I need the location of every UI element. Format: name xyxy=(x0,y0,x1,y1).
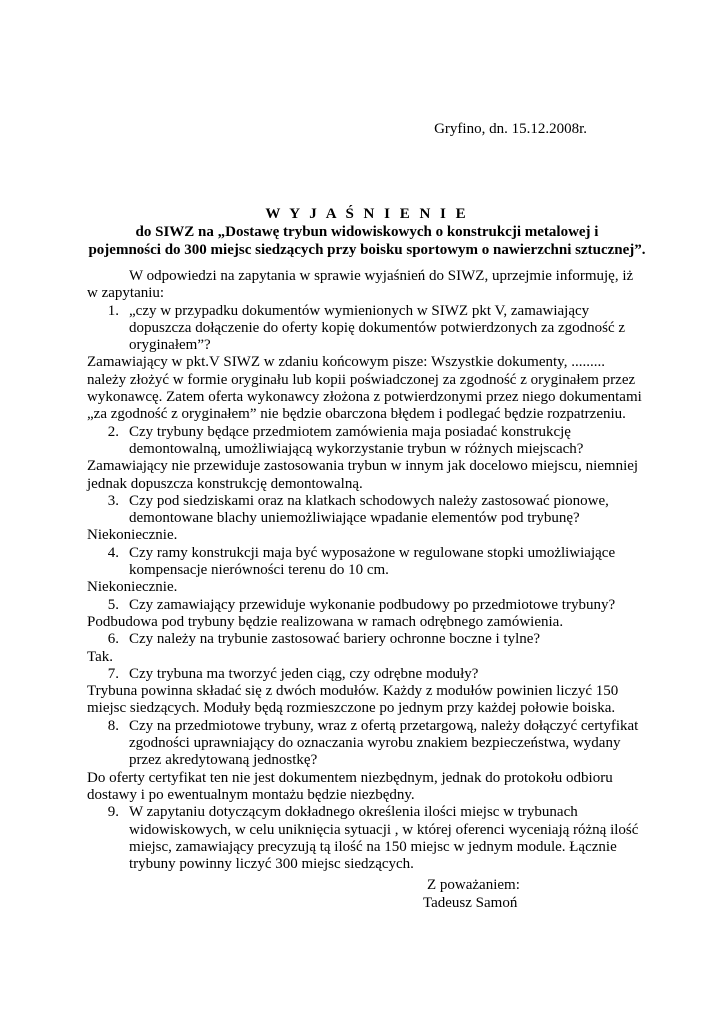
answer-4: Niekoniecznie. xyxy=(87,579,178,596)
question-text: „czy w przypadku dokumentów wymienionych w SIWZ pkt V, zamawiający dopuszcza dołączenie do oferty kopię dokumentów potwierdzonych za zgodność z oryginałem”? xyxy=(129,302,626,354)
answer-1: Zamawiający w pkt.V SIWZ w zdaniu końcowym pisze: Wszystkie dokumenty, ......... należy złożyć w formie oryginału lub kopii poświadczonej za zgodność z oryginałem przez wykonawcę. Zatem oferta wykonawcy złożona z potwierdzonymi przez niego dokumentami „za zgodność z oryginałem” nie będzie obarczona błędem i podlegać będzie rozpatrzeniu. xyxy=(87,354,642,423)
question-5 xyxy=(87,597,642,614)
answer-5: Podbudowa pod trybuny będzie realizowana w ramach odrębnego zamówienia. xyxy=(87,613,564,630)
question-8 xyxy=(87,718,642,770)
intro-paragraph: W odpowiedzi na zapytania w sprawie wyjaśnień do SIWZ, uprzejmie informuję, iż w zapytaniu: xyxy=(87,268,634,302)
answer-3: Niekoniecznie. xyxy=(87,527,178,544)
answer-8: Do oferty certyfikat ten nie jest dokumentem niezbędnym, jednak do protokołu odbioru dostawy i po ewentualnym montażu będzie niezbędny. xyxy=(87,769,613,803)
question-number: 9. xyxy=(107,804,119,821)
signature-block xyxy=(423,876,520,912)
question-number: 1. xyxy=(107,302,119,319)
question-text: Czy na przedmiotowe trybuny, wraz z ofertą przetargową, należy dołączyć certyfikat zgodności uprawniający do oznaczania wyrobu znakiem bezpieczeństwa, wydany przez akredytowaną jednostkę? xyxy=(129,717,639,769)
document-page xyxy=(87,0,647,1024)
question-text: Czy trybuna ma tworzyć jeden ciąg, czy odrębne moduły? xyxy=(129,665,479,682)
question-text: Czy trybuny będące przedmiotem zamówienia maja posiadać konstrukcję demontowalną, umożliwiającą wykorzystanie trybun w różnych miejscach? xyxy=(129,423,584,457)
question-number: 5. xyxy=(107,596,119,613)
question-4 xyxy=(87,545,642,580)
closing-salutation: Z poważaniem: xyxy=(427,877,520,893)
question-number: 3. xyxy=(107,492,119,509)
question-2 xyxy=(87,424,642,459)
question-text: Czy ramy konstrukcji maja być wyposażone w regulowane stopki umożliwiające kompensacje nierówności terenu do 10 cm. xyxy=(129,544,616,579)
answer-6: Tak. xyxy=(87,648,114,665)
question-text: Czy należy na trybunie zastosować bariery ochronne boczne i tylne? xyxy=(129,631,541,648)
document-body xyxy=(87,268,642,873)
question-text: Czy pod siedziskami oraz na klatkach schodowych należy zastosować pionowe, demontowane blachy uniemożliwiające wpadanie elementów pod trybunę? xyxy=(129,492,609,527)
question-number: 2. xyxy=(107,423,119,440)
signatory-name: Tadeusz Samoń xyxy=(423,895,518,911)
question-7 xyxy=(87,666,642,683)
title-heading: W Y J A Ś N I E N I E xyxy=(265,206,469,222)
question-number: 6. xyxy=(107,631,119,648)
question-9 xyxy=(87,804,642,873)
question-number: 8. xyxy=(107,717,119,734)
question-1 xyxy=(87,303,642,355)
question-6 xyxy=(87,631,642,648)
title-subject-line-2: pojemności do 300 miejsc siedzących przy boisku sportowym o nawierzchni sztucznej”. xyxy=(88,242,646,258)
question-number: 7. xyxy=(107,665,119,682)
answer-7: Trybuna powinna składać się z dwóch modułów. Każdy z modułów powinien liczyć 150 miejsc siedzących. Moduły będą rozmieszczone po jednym przy każdej połowie boiska. xyxy=(87,683,619,717)
title-subject-line-1: do SIWZ na „Dostawę trybun widowiskowych o konstrukcji metalowej i xyxy=(135,224,599,240)
question-number: 4. xyxy=(107,544,119,561)
document-date: Gryfino, dn. 15.12.2008r. xyxy=(434,121,587,137)
answer-2: Zamawiający nie przewiduje zastosowania trybun w innym jak docelowo miejscu, niemniej jednak dopuszcza konstrukcję demontowalną. xyxy=(87,458,639,492)
question-3 xyxy=(87,493,642,528)
document-title xyxy=(87,205,647,259)
question-text: W zapytaniu dotyczącym dokładnego określenia ilości miejsc w trybunach widowiskowych, w celu uniknięcia sytuacji , w której oferenci wyceniają różną ilość miejsc, zamawiający precyzują tą ilość na 150 miejsc w jednym module. Łącznie trybuny powinny liczyć 300 miejsc siedzących. xyxy=(129,804,639,873)
question-text: Czy zamawiający przewiduje wykonanie podbudowy po przedmiotowe trybuny? xyxy=(129,596,616,613)
